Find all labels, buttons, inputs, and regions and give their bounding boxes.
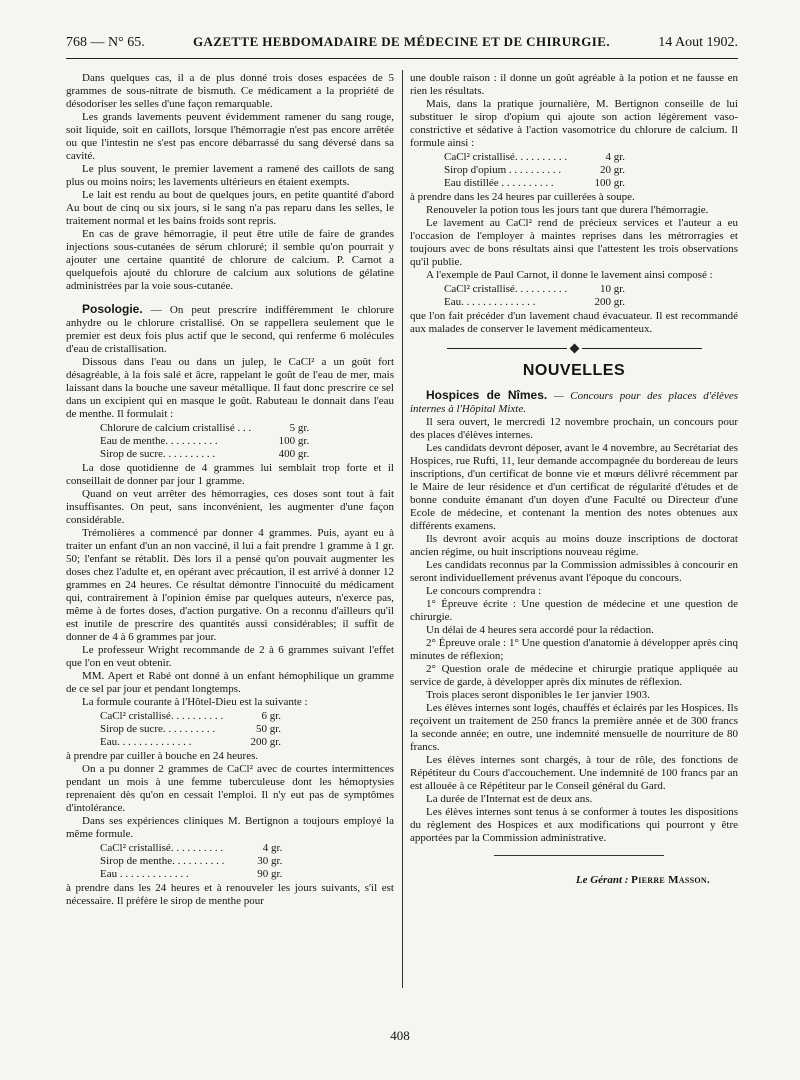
quantity: 4 gr.: [262, 842, 283, 854]
quantity: 20 gr.: [600, 164, 626, 176]
paragraph: Ils devront avoir acquis au moins douze inscriptions de doctorat ancien régime, ou huit inscriptions nouveau régime.: [410, 533, 738, 558]
issue-date: 14 Aout 1902.: [658, 35, 738, 50]
formula-lavement: [444, 283, 625, 309]
ingredient: Sirop de sucre. . . . . . . . . .: [100, 723, 216, 735]
quantity: 6 gr.: [261, 710, 282, 722]
paragraph: Les élèves internes sont logés, chauffés et éclairés par les Hospices. Ils reçoivent un traitement de 250 francs la première année et de 300 francs la seconde année; en outre, une indemnité mensuelle de nourriture de 80 francs.: [410, 702, 738, 753]
paragraph: La formule courante à l'Hôtel-Dieu est la suivante :: [82, 696, 308, 708]
ingredient: Eau de menthe. . . . . . . . . .: [100, 435, 218, 447]
paragraph: Les candidats devront déposer, avant le 4 novembre, au Secrétariat des Hospices, rue Rufti, 11, leur demande accompagnée du bordereau de leurs inscriptions, d'un certificat de bonne vie et mœurs délivré récemment par le Maire de leur résidence et d'un certificat de régularité d'études et de bonne conduite émanant d'un doyen d'une Faculté ou Directeur d'une Ecole de médecine, et contenant la mention des notes obtenues aux différents examens.: [410, 442, 738, 532]
formula-row: [444, 164, 625, 177]
section-ornament: [410, 345, 738, 352]
section-heading: NOUVELLES: [522, 362, 626, 379]
hospices-subheading: — Concours pour des places d'élèves internes à l'Hôpital Mixte.: [410, 390, 738, 415]
formula-row: [444, 151, 625, 164]
paragraph: Les élèves internes sont tenus à se conformer à toutes les dispositions du règlement des Hospices et aux modifications qui pourront y être apportées par la Commission administrative.: [410, 806, 738, 844]
formula-row: [100, 422, 309, 435]
quantity: 10 gr.: [600, 283, 626, 295]
paragraph: Le lavement au CaCl² rend de précieux services et l'auteur a eu l'occasion de l'employer à maintes reprises dans les métrorragies et toujours avec de bons résultats ainsi que l'attestent les trois observations qu'il publie.: [410, 217, 738, 268]
formula-bertignon: [100, 842, 282, 881]
signature-label: Le Gérant :: [575, 874, 629, 886]
diamond-icon: [569, 344, 579, 354]
page-number: 408: [390, 1028, 410, 1043]
formula-row: [444, 283, 625, 296]
signature: [410, 874, 738, 887]
quantity: 30 gr.: [257, 855, 283, 867]
ingredient: Sirop d'opium . . . . . . . . . .: [444, 164, 562, 176]
formula-row: [100, 855, 282, 868]
signature-rule: [494, 855, 664, 856]
formula-row: [100, 710, 281, 723]
paragraph: 1° Épreuve écrite : Une question de médecine et une question de chirurgie.: [410, 598, 738, 623]
paragraph: Un délai de 4 heures sera accordé pour la rédaction.: [426, 624, 654, 636]
paragraph: Dissous dans l'eau ou dans un julep, le CaCl² a un goût fort désagréable, à la fois salé et âcre, rappelant le goût de l'eau de mer, mais laissant dans la bouche une saveur métallique. Il faut donc prescrire ce sel dans un excipient qui en masque le goût. Rabuteau le donnait dans l'eau de menthe. Il formulait :: [66, 356, 394, 420]
paragraph: 2° Épreuve orale : 1° Une question d'anatomie à développer après cinq minutes de réflexion;: [410, 637, 738, 662]
quantity: 50 gr.: [256, 723, 282, 735]
paragraph: La dose quotidienne de 4 grammes lui semblait trop forte et il conseillait de donner par jour 1 gramme.: [66, 462, 394, 487]
paragraph: A l'exemple de Paul Carnot, il donne le lavement ainsi composé :: [426, 269, 713, 281]
paragraph: une double raison : il donne un goût agréable à la potion et ne fausse en rien les résultats.: [410, 72, 738, 97]
paragraph: Le plus souvent, le premier lavement a ramené des caillots de sang plus ou moins noirs; les lavements ultérieurs en étaient exempts.: [66, 163, 394, 188]
paragraph: On a pu donner 2 grammes de CaCl² avec de courtes intermittences pendant un mois à une femme tuberculeuse dont les hémoptysies reprenaient dès qu'on en cessait l'emploi. Il n'y eut pas de symptômes d'intolérance.: [66, 763, 394, 814]
paragraph: Les grands lavements peuvent évidemment ramener du sang rouge, soit liquide, soit en caillots, lorsque l'hémorragie n'est pas encore arrêtée ou que l'intestin ne s'est pas encore débarrassé du sang déversé dans sa cavité.: [66, 111, 394, 162]
formula-opium: [444, 151, 625, 190]
formula-row: [100, 448, 309, 461]
posologie-text: — On peut prescrire indifféremment le chlorure anhydre ou le chlorure cristallisé. On se rappellera seulement que le premier est deux fois plus actif que le second, qui renferme 6 molécules d'eau de cristallisation.: [66, 304, 394, 355]
paragraph: La durée de l'Internat est de deux ans.: [426, 793, 593, 805]
ingredient: Eau . . . . . . . . . . . . .: [100, 868, 189, 880]
ingredient: Sirop de sucre. . . . . . . . . .: [100, 448, 216, 460]
quantity: 100 gr.: [278, 435, 310, 447]
formula-row: [100, 842, 282, 855]
paragraph: Le concours comprendra :: [426, 585, 542, 597]
quantity: 200 gr.: [250, 736, 282, 748]
paragraph: Le professeur Wright recommande de 2 à 6 grammes suivant l'effet que l'on en veut obtenir.: [66, 644, 394, 669]
ingredient: CaCl² cristallisé. . . . . . . . . .: [100, 710, 224, 722]
paragraph: 2° Question orale de médecine et chirurgie pratique appliquée au service de garde, à développer après dix minutes de réflexion.: [410, 663, 738, 688]
paragraph: à prendre par cuiller à bouche en 24 heures.: [66, 750, 259, 762]
quantity: 200 gr.: [594, 296, 626, 308]
formula-row: [444, 296, 625, 309]
ingredient: Eau. . . . . . . . . . . . . .: [444, 296, 536, 308]
paragraph: Le lait est rendu au bout de quelques jours, en petite quantité d'abord Au bout de cinq ou six jours, si le sang n'a pas reparu dans les selles, le traitement normal et les bains froids sont repris.: [66, 189, 394, 227]
quantity: 90 gr.: [257, 868, 283, 880]
paragraph: Trémolières a commencé par donner 4 grammes. Puis, ayant eu à traiter un enfant d'un an non vacciné, il lui a fait prendre 1 gramme à 1 gr. 50; l'enfant se rétablit. Dès lors il a pensé qu'on pouvait augmenter les doses chez l'adulte et, en opérant avec précaution, il est arrivé à donner 12 grammes en 24 heures. Ce résultat démontre l'innocuité du médicament qui, contrairement à l'opinion émise par quelques auteurs, n'exerce pas, même à de fortes doses, d'action purgative. On a reconnu d'ailleurs qu'il est inutile de prescrire des quantités aussi considérables; il suffit de donner de 4 à 6 grammes par jour.: [66, 527, 394, 643]
ingredient: Chlorure de calcium cristallisé . . .: [100, 422, 252, 434]
issue-number: 768 — N° 65.: [66, 35, 145, 50]
right-column: [410, 72, 738, 887]
ingredient: Sirop de menthe. . . . . . . . . .: [100, 855, 225, 867]
paragraph: MM. Apert et Rabé ont donné à un enfant hémophilique un gramme de ce sel par jour et pendant longtemps.: [66, 670, 394, 695]
ingredient: CaCl² cristallisé. . . . . . . . . .: [444, 151, 568, 163]
formula-row: [100, 723, 281, 736]
paragraph: Mais, dans la pratique journalière, M. Bertignon conseille de lui substituer le sirop d'opium qui ajoute son action légèrement vaso-constrictive et sédative à l'action vasomotrice du chlorure de calcium. Il formule ainsi :: [410, 98, 738, 149]
hospices-heading-paragraph: [410, 389, 738, 416]
paragraph: Il sera ouvert, le mercredi 12 novembre prochain, un concours pour des places d'élèves internes.: [410, 416, 738, 441]
quantity: 100 gr.: [594, 177, 626, 189]
paragraph: à prendre dans les 24 heures par cuillerées à soupe.: [410, 191, 635, 203]
ingredient: Eau distillée . . . . . . . . . .: [444, 177, 554, 189]
paragraph: que l'on fait précéder d'un lavement chaud évacuateur. Il est recommandé aux malades de conserver le lavement médicamenteux.: [410, 310, 738, 335]
formula-row: [100, 736, 281, 749]
formula-hotel-dieu: [100, 710, 281, 749]
formula-row: [444, 177, 625, 190]
column-divider: [402, 70, 403, 988]
posologie-heading: Posologie.: [82, 302, 143, 316]
paragraph: Les candidats reconnus par la Commission admissibles à concourir en seront individuellement prévenus avant l'époque du concours.: [410, 559, 738, 584]
paragraph: Dans ses expériences cliniques M. Bertignon a toujours employé la même formule.: [66, 815, 394, 840]
quantity: 400 gr.: [278, 448, 310, 460]
ingredient: CaCl² cristallisé. . . . . . . . . .: [100, 842, 224, 854]
formula-row: [100, 868, 282, 881]
paragraph: à prendre dans les 24 heures et à renouveler les jours suivants, s'il est nécessaire. Il préfère le sirop de menthe pour: [66, 882, 394, 907]
left-column: [66, 72, 394, 908]
paragraph: En cas de grave hémorragie, il peut être utile de faire de grandes injections sous-cutanées de sérum chloruré; il semble qu'on pourrait y ajouter une certaine quantité de chlorure de calcium. P. Carnot a quelquefois ajouté du chlorure de calcium aux solutions de gélatine administrées par la voie sous-cutanée.: [66, 228, 394, 292]
ingredient: Eau. . . . . . . . . . . . . .: [100, 736, 192, 748]
posologie-paragraph: [66, 303, 394, 356]
paragraph: Dans quelques cas, il a de plus donné trois doses espacées de 5 grammes de sous-nitrate de bismuth. Ce médicament a la propriété de désodoriser les selles d'une façon remarquable.: [66, 72, 394, 110]
quantity: 4 gr.: [605, 151, 626, 163]
paragraph: Quand on veut arrêter des hémorragies, ces doses sont tout à fait insuffisantes. On peut, sans inconvénient, les augmenter d'une façon considérable.: [66, 488, 394, 526]
paragraph: Renouveler la potion tous les jours tant que durera l'hémorragie.: [426, 204, 709, 216]
ornament-rule-left: [447, 348, 567, 349]
running-header: [66, 34, 738, 59]
hospices-heading: Hospices de Nîmes.: [426, 388, 548, 402]
formula-row: [100, 435, 309, 448]
formula-rabuteau: [100, 422, 309, 461]
ingredient: CaCl² cristallisé. . . . . . . . . .: [444, 283, 568, 295]
signature-name: Pierre Masson.: [631, 874, 710, 886]
ornament-rule-right: [582, 348, 702, 349]
quantity: 5 gr.: [289, 422, 310, 434]
journal-title: GAZETTE HEBDOMADAIRE DE MÉDECINE ET DE CHIRURGIE.: [192, 34, 610, 49]
paragraph: Trois places seront disponibles le 1er janvier 1903.: [426, 689, 650, 701]
paragraph: Les élèves internes sont chargés, à tour de rôle, des fonctions de Répétiteur du Cours d'accouchement. Une indemnité de 100 francs par an est allouée à ce Répétiteur par le Conseil général du Gard.: [410, 754, 738, 792]
